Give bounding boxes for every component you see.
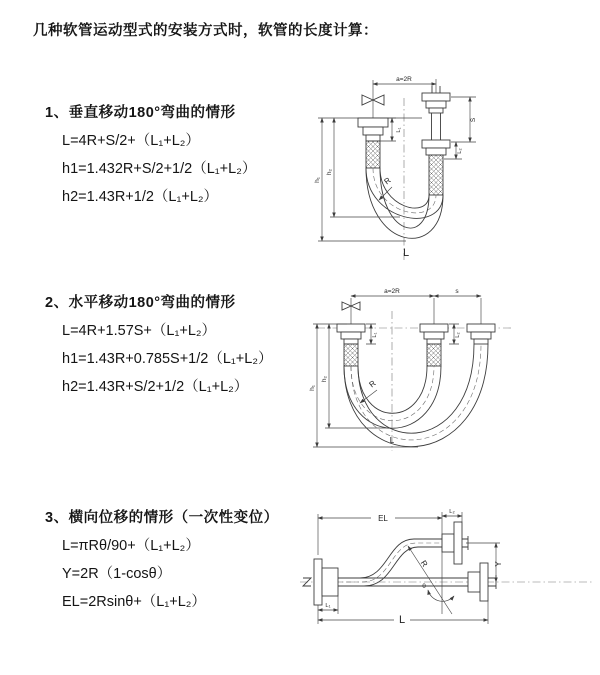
l1-dimension	[366, 324, 378, 344]
dim-label-length: L	[389, 436, 395, 445]
moved-hose-fitting	[467, 324, 495, 344]
section-1-heading: 1、垂直移动180°弯曲的情形	[45, 105, 236, 121]
dim-label-l1: L₁	[372, 332, 378, 338]
dim-label-l2: L₂	[455, 332, 461, 338]
dim-label-s: S	[470, 117, 477, 123]
dim-label-l1: L₁	[325, 603, 331, 609]
formula: h2=1.43R+S/2+1/2（L₁+L₂）	[62, 379, 249, 395]
formula: L=πRθ/90+（L₁+L₂）	[62, 538, 200, 554]
formula: L=4R+1.57S+（L₁+L₂）	[62, 323, 217, 339]
section-3-heading: 3、横向位移的情形（一次性变位）	[45, 510, 279, 526]
hose-u-bend-position2	[344, 344, 488, 447]
diagram-horizontal-180-bend	[303, 281, 595, 457]
dim-label-span: a=2R	[396, 76, 412, 83]
dim-label-length: L	[398, 614, 406, 626]
section-2-heading: 2、水平移动180°弯曲的情形	[45, 295, 236, 311]
dim-label-radius: R	[418, 558, 430, 569]
formula: h2=1.43R+1/2（L₁+L₂）	[62, 189, 219, 205]
right-hose-fitting	[422, 86, 450, 195]
dim-label-length: L	[402, 247, 410, 259]
l-dimension	[318, 601, 488, 626]
formula: L=4R+S/2+（L₁+L₂）	[62, 133, 200, 149]
dim-label-radius: R	[382, 175, 393, 187]
formula: Y=2R（1-cosθ）	[62, 566, 172, 582]
dim-label-el: EL	[378, 514, 388, 523]
page-title: 几种软管运动型式的安装方式时，软管的长度计算：	[33, 23, 378, 39]
dim-label-h1: h₁	[309, 385, 316, 391]
diagram-vertical-180-bend	[310, 70, 595, 268]
dim-label-y: Y	[494, 561, 503, 567]
formula: h1=1.43R+0.785S+1/2（L₁+L₂）	[62, 351, 273, 367]
dim-label-h2: h₂	[326, 168, 333, 176]
l2-dimension	[456, 142, 463, 159]
dim-label-l2: L₂	[457, 148, 463, 154]
formula: EL=2Rsinθ+（L₁+L₂）	[62, 594, 206, 610]
top-span-dimension	[351, 288, 481, 324]
left-hose-fitting	[337, 324, 365, 366]
left-flange	[314, 559, 338, 605]
radius-callout	[408, 546, 452, 614]
upper-flange-displaced	[442, 522, 468, 564]
dim-label-h2: h₂	[321, 375, 328, 383]
middle-hose-fitting	[420, 324, 448, 366]
centerlines	[300, 578, 592, 586]
dim-label-radius: R	[367, 378, 378, 390]
l2-dimension	[442, 509, 462, 522]
diagram-lateral-displacement	[296, 502, 600, 650]
dim-label-l1: L₁	[396, 127, 402, 133]
section-2-text	[45, 289, 272, 401]
dim-label-theta: θ	[422, 583, 426, 590]
dim-label-shift: s	[455, 288, 459, 295]
section-3-text	[45, 504, 279, 616]
dim-label-span: a=2R	[384, 288, 400, 295]
dim-label-l2: L₂	[449, 509, 455, 515]
formula: h1=1.432R+S/2+1/2（L₁+L₂）	[62, 161, 257, 177]
h1-dimension	[309, 324, 418, 447]
l2-dimension	[449, 324, 461, 344]
section-1-text	[45, 99, 256, 211]
left-hose-fitting	[358, 118, 388, 168]
dim-label-h1: h₁	[314, 177, 321, 183]
